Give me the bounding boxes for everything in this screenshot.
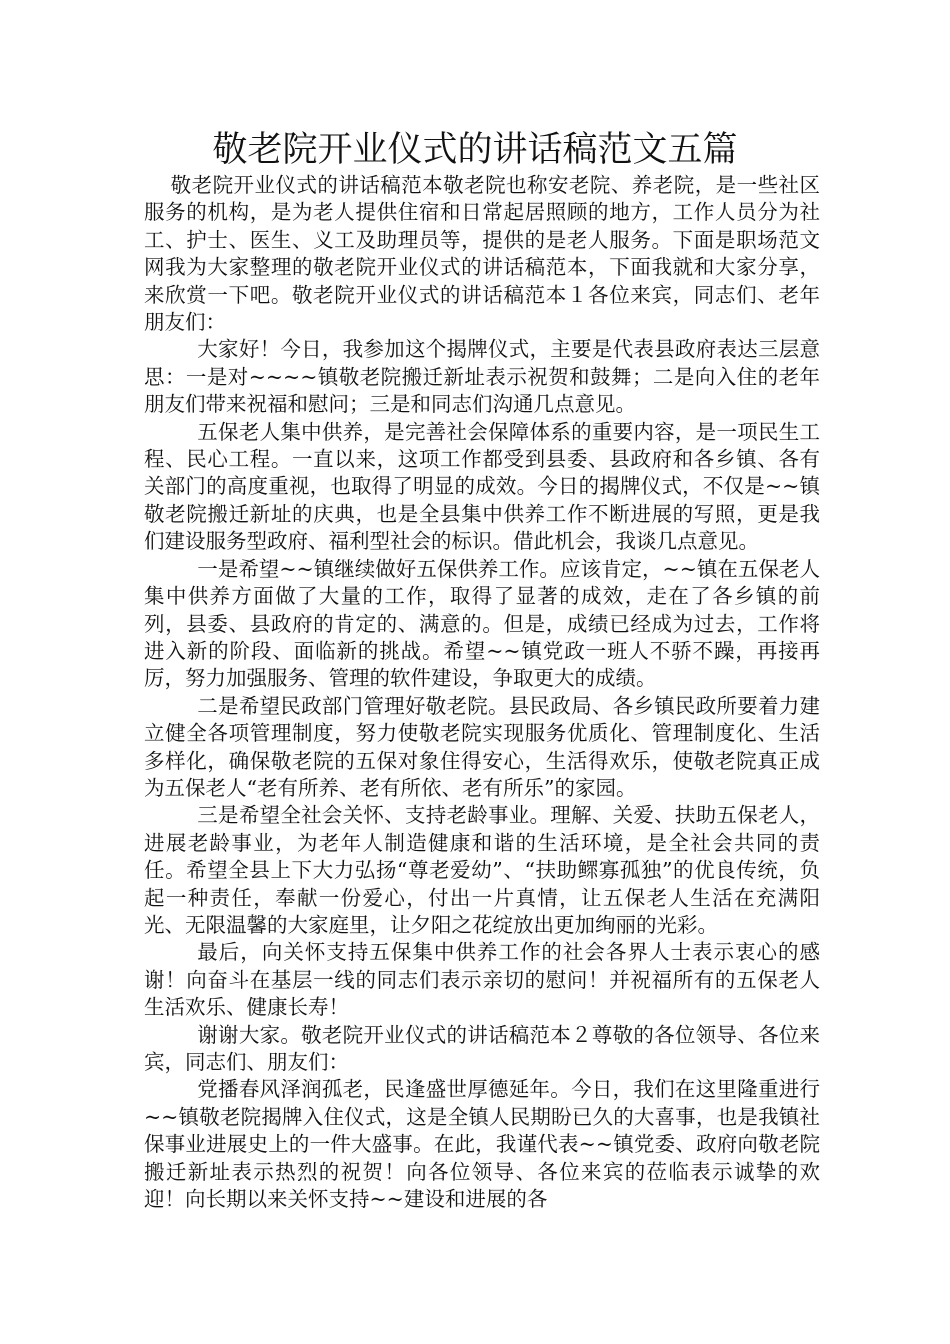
paragraph: 敬老院开业仪式的讲话稿范本敬老院也称安老院、养老院，是一些社区服务的机构，是为老人提供住宿和日常起居照顾的地方，工作人员分为社工、护士、医生、义工及助理员等，提供的是老人服务。下面是职场范文网我为大家整理的敬老院开业仪式的讲话稿范本，下面我就和大家分享，来欣赏一下吧。敬老院开业仪式的讲话稿范本１各位来宾，同志们、老年朋友们： [144, 173, 820, 335]
paragraph: 一是希望~~镇继续做好五保供养工作。应该肯定，~~镇在五保老人集中供养方面做了大量的工作，取得了显著的成效，走在了各乡镇的前列，县委、县政府的肯定的、满意的。但是，成绩已经成为过去，工作将进入新的阶段、面临新的挑战。希望~~镇党政一班人不骄不躁，再接再厉，努力加强服务、管理的软件建设，争取更大的成绩。 [144, 556, 820, 691]
paragraph: 谢谢大家。敬老院开业仪式的讲话稿范本２尊敬的各位领导、各位来宾，同志们、朋友们： [144, 1022, 820, 1074]
paragraph: 最后，向关怀支持五保集中供养工作的社会各界人士表示衷心的感谢！向奋斗在基层一线的同志们表示亲切的慰问！并祝福所有的五保老人生活欢乐、健康长寿！ [144, 940, 820, 1020]
document-body [144, 172, 820, 1213]
paragraph: 五保老人集中供养，是完善社会保障体系的重要内容，是一项民生工程、民心工程。一直以来，这项工作都受到县委、县政府和各乡镇、各有关部门的高度重视，也取得了明显的成效。今日的揭牌仪式，不仅是~~镇敬老院搬迁新址的庆典，也是全县集中供养工作不断进展的写照，更是我们建设服务型政府、福利型社会的标识。借此机会，我谈几点意见。 [144, 419, 820, 554]
paragraph: 二是希望民政部门管理好敬老院。县民政局、各乡镇民政所要着力建立健全各项管理制度，努力使敬老院实现服务优质化、管理制度化、生活多样化，确保敬老院的五保对象住得安心，生活得欢乐，使敬老院真正成为五保老人“老有所养、老有所依、老有所乐”的家园。 [144, 693, 820, 800]
paragraph: 党播春风泽润孤老，民逢盛世厚德延年。今日，我们在这里隆重进行~~镇敬老院揭牌入住仪式，这是全镇人民期盼已久的大喜事，也是我镇社保事业进展史上的一件大盛事。在此，我谨代表~~镇党委、政府向敬老院搬迁新址表示热烈的祝贺！向各位领导、各位来宾的莅临表示诚挚的欢迎！向长期以来关怀支持~~建设和进展的各 [144, 1077, 820, 1212]
paragraph: 三是希望全社会关怀、支持老龄事业。理解、关爱、扶助五保老人，进展老龄事业，为老年人制造健康和谐的生活环境，是全社会共同的责任。希望全县上下大力弘扬“尊老爱幼”、“扶助鳏寡孤独”的优良传统，负起一种责任，奉献一份爱心，付出一片真情，让五保老人生活在充满阳光、无限温馨的大家庭里，让夕阳之花绽放出更加绚丽的光彩。 [144, 803, 820, 937]
document-title: 敬老院开业仪式的讲话稿范文五篇 [212, 130, 738, 170]
paragraph: 大家好！今日，我参加这个揭牌仪式，主要是代表县政府表达三层意思：一是对~~~~镇敬老院搬迁新址表示祝贺和鼓舞；二是向入住的老年朋友们带来祝福和慰问；三是和同志们沟通几点意见。 [144, 337, 820, 417]
